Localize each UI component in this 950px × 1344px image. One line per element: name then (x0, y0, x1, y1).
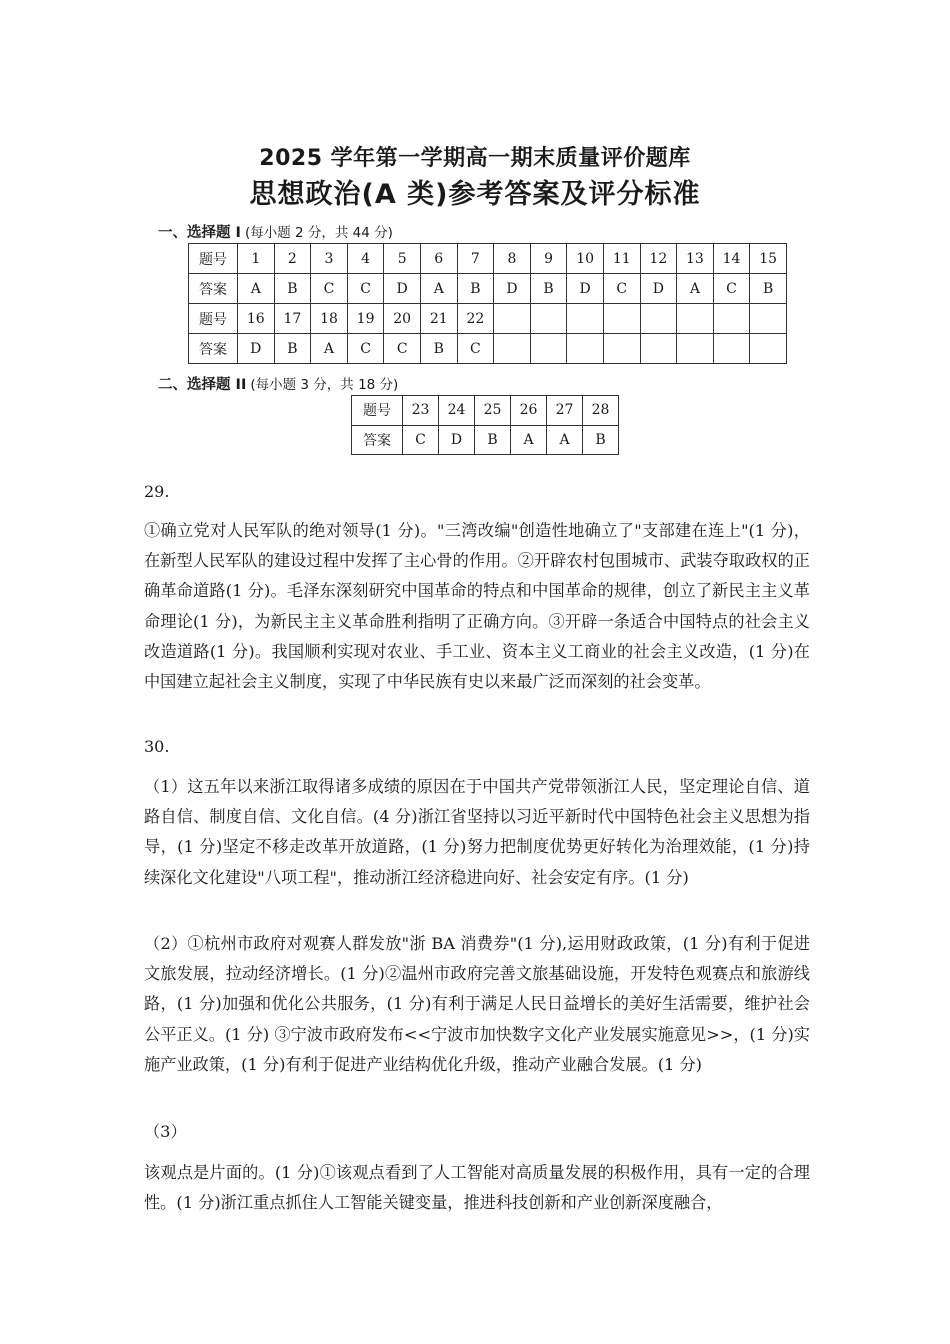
question-number: 28 (583, 396, 619, 426)
question-number: 23 (403, 396, 439, 426)
empty-cell (713, 334, 750, 364)
empty-cell (750, 304, 787, 334)
section2-note: (每小题 3 分，共 18 分) (250, 377, 399, 393)
answer-cell: A (677, 274, 714, 304)
question-number: 16 (238, 304, 275, 334)
empty-cell (494, 304, 531, 334)
section1-note: (每小题 2 分，共 44 分) (244, 225, 393, 241)
row-label: 题号 (189, 304, 238, 334)
question-number: 11 (603, 244, 640, 274)
section2-title: 二、选择题 II (158, 377, 247, 393)
choice-answer-table-1 (188, 243, 787, 364)
answer-cell: D (439, 425, 475, 455)
answer-cell: B (274, 274, 311, 304)
answer-cell: C (713, 274, 750, 304)
question-number: 17 (274, 304, 311, 334)
answer-cell: C (347, 274, 384, 304)
answer-cell: A (511, 425, 547, 455)
table-row (189, 274, 787, 304)
question-number: 21 (420, 304, 457, 334)
answer-cell: B (583, 425, 619, 455)
empty-cell (567, 304, 604, 334)
table-row (189, 304, 787, 334)
answer-cell: C (603, 274, 640, 304)
empty-cell (603, 304, 640, 334)
question-number: 24 (439, 396, 475, 426)
question-number: 27 (547, 396, 583, 426)
question-number: 8 (494, 244, 531, 274)
row-label: 题号 (189, 244, 238, 274)
empty-cell (677, 334, 714, 364)
answer-cell: A (238, 274, 275, 304)
answer-cell: D (494, 274, 531, 304)
question-number: 19 (347, 304, 384, 334)
exam-title: 2025 学年第一学期高一期末质量评价题库 (259, 146, 691, 171)
question-number: 2 (274, 244, 311, 274)
question-number: 25 (475, 396, 511, 426)
answer-cell: A (311, 334, 348, 364)
empty-cell (640, 304, 677, 334)
answer-cell: B (475, 425, 511, 455)
section2-heading (158, 373, 398, 394)
empty-cell (750, 334, 787, 364)
answer-cell: A (420, 274, 457, 304)
answer-cell: B (530, 274, 567, 304)
empty-cell (530, 304, 567, 334)
question-30-number: 30. (144, 737, 170, 756)
answer-cell: A (547, 425, 583, 455)
question-30-part1: （1）这五年以来浙江取得诸多成绩的原因在于中国共产党带领浙江人民，坚定理论自信、道路自信、制度自信、文化自信。(4 分)浙江省坚持以习近平新时代中国特色社会主义思想为指导，(1 分)坚定不移走改革开放道路，(1 分)努力把制度优势更好转化为治理效能，(1 分)持续深化文化建设"八项工程"，推动浙江经济稳进向好、社会安定有序。(1 分) (144, 777, 810, 887)
question-number: 15 (750, 244, 787, 274)
empty-cell (677, 304, 714, 334)
table-row (189, 244, 787, 274)
question-number: 18 (311, 304, 348, 334)
section1-heading (158, 221, 393, 242)
answer-cell: C (311, 274, 348, 304)
answer-cell: C (457, 334, 494, 364)
question-number: 4 (347, 244, 384, 274)
empty-cell (640, 334, 677, 364)
question-number: 10 (567, 244, 604, 274)
question-number: 6 (420, 244, 457, 274)
answer-key-title: 思想政治(A 类)参考答案及评分标准 (249, 179, 701, 210)
empty-cell (567, 334, 604, 364)
answer-cell: B (457, 274, 494, 304)
answer-cell: D (567, 274, 604, 304)
answer-cell: D (238, 334, 275, 364)
answer-cell: C (384, 334, 421, 364)
question-number: 13 (677, 244, 714, 274)
question-number: 22 (457, 304, 494, 334)
answer-cell: B (420, 334, 457, 364)
section1-title: 一、选择题 I (158, 225, 241, 241)
question-29-number: 29. (144, 482, 170, 501)
question-number: 5 (384, 244, 421, 274)
answer-cell: D (640, 274, 677, 304)
table-row (352, 425, 619, 455)
choice-answer-table-2 (351, 395, 619, 455)
question-number: 14 (713, 244, 750, 274)
empty-cell (494, 334, 531, 364)
question-30-part3-label: （3） (144, 1122, 187, 1141)
answer-cell: D (384, 274, 421, 304)
row-label: 题号 (352, 396, 403, 426)
question-number: 7 (457, 244, 494, 274)
answer-cell: B (274, 334, 311, 364)
answer-cell: B (750, 274, 787, 304)
empty-cell (603, 334, 640, 364)
answer-cell: C (403, 425, 439, 455)
row-label: 答案 (189, 334, 238, 364)
answer-cell: C (347, 334, 384, 364)
question-number: 9 (530, 244, 567, 274)
question-number: 1 (238, 244, 275, 274)
question-number: 3 (311, 244, 348, 274)
question-30-part3: 该观点是片面的。(1 分)①该观点看到了人工智能对高质量发展的积极作用，具有一定的合理性。(1 分)浙江重点抓住人工智能关键变量，推进科技创新和产业创新深度融合， (144, 1163, 810, 1213)
question-number: 26 (511, 396, 547, 426)
row-label: 答案 (352, 425, 403, 455)
table-row (189, 334, 787, 364)
question-30-part2: （2）①杭州市政府对观赛人群发放"浙 BA 消费券"(1 分),运用财政政策，(1 分)有利于促进文旅发展，拉动经济增长。(1 分)②温州市政府完善文旅基础设施，开发特色观赛点和旅游线路，(1 分)加强和优化公共服务，(1 分)有利于满足人民日益增长的美好生活需要，维护社会公平正义。(1 分) ③宁波市政府发布<<宁波市加快数字文化产业发展实施意见>>，(1 分)实施产业政策，(1 分)有利于促进产业结构优化升级，推动产业融合发展。(1 分) (144, 934, 810, 1074)
question-number: 12 (640, 244, 677, 274)
row-label: 答案 (189, 274, 238, 304)
question-number: 20 (384, 304, 421, 334)
empty-cell (713, 304, 750, 334)
question-29-answer: ①确立党对人民军队的绝对领导(1 分)。"三湾改编"创造性地确立了"支部建在连上"(1 分)，在新型人民军队的建设过程中发挥了主心骨的作用。②开辟农村包围城市、武装夺取政权的正确革命道路(1 分)。毛泽东深刻研究中国革命的特点和中国革命的规律，创立了新民主主义革命理论(1 分)，为新民主主义革命胜利指明了正确方向。③开辟一条适合中国特点的社会主义改造道路(1 分)。我国顺利实现对农业、手工业、资本主义工商业的社会主义改造，(1 分)在中国建立起社会主义制度，实现了中华民族有史以来最广泛而深刻的社会变革。 (144, 521, 810, 692)
empty-cell (530, 334, 567, 364)
table-row (352, 396, 619, 426)
